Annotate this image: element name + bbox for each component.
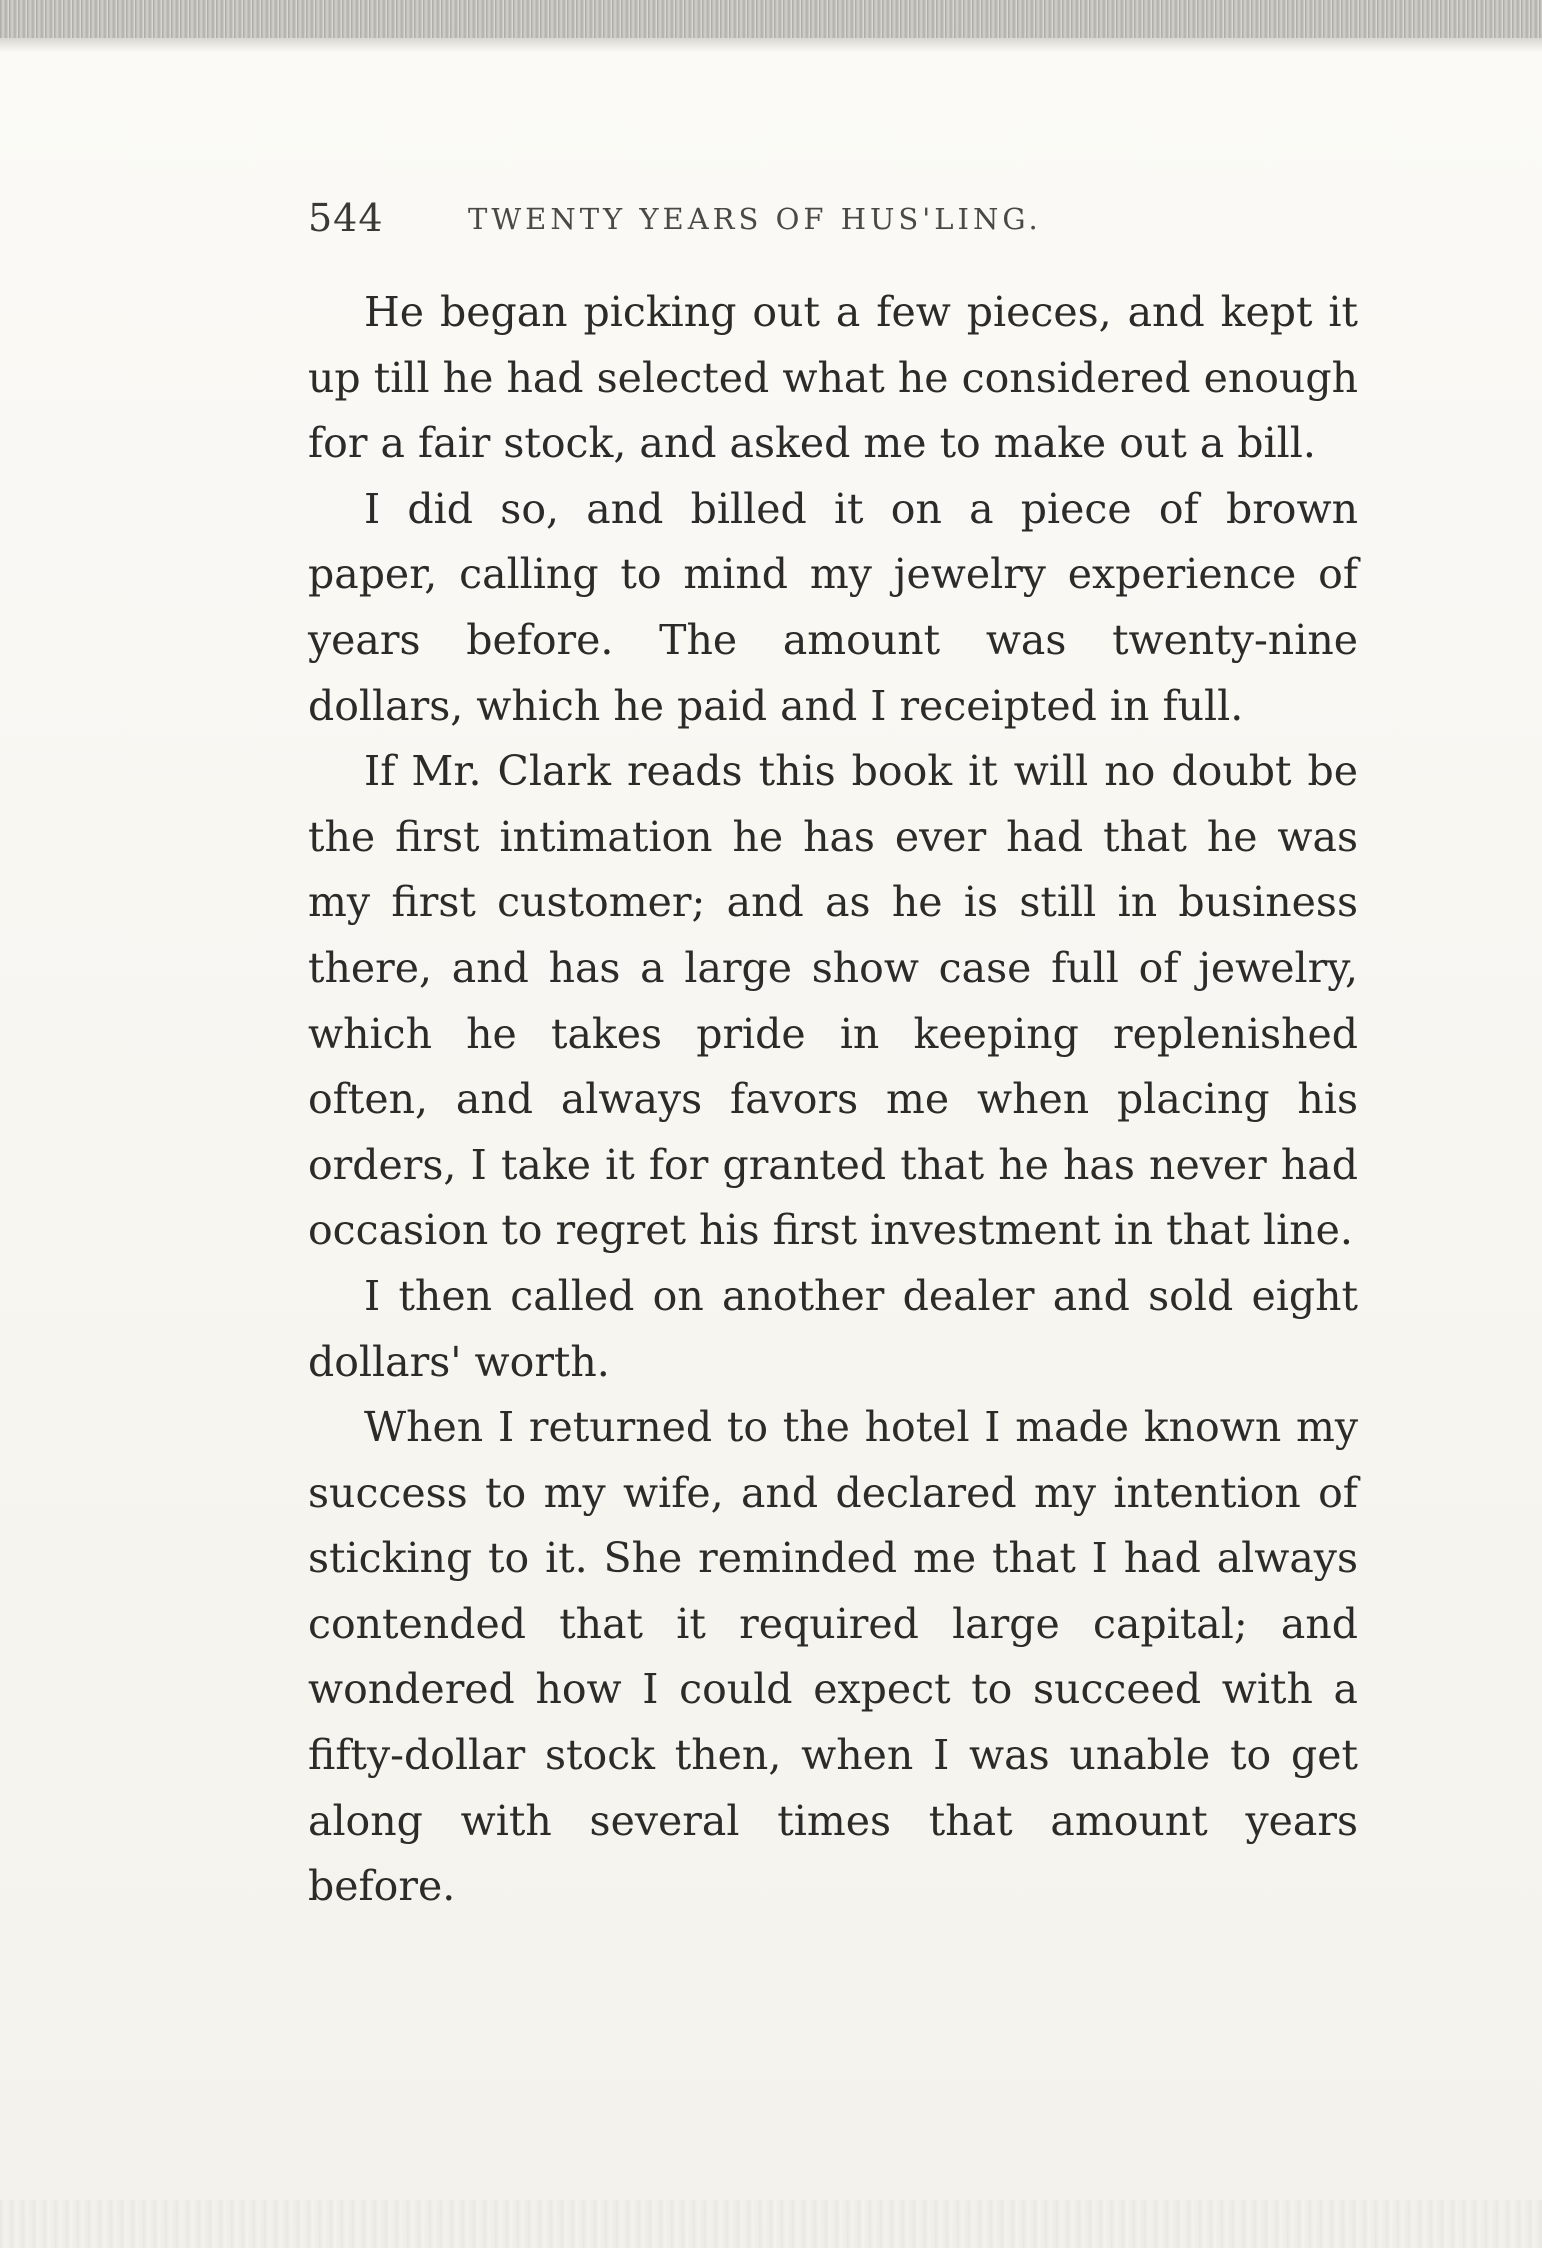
paragraph-1: He began picking out a few pieces, and kept it up till he had selected what he considered enough for a fair stock, and asked me to make out a bill. [308,288,1358,468]
page-number: 544 [308,196,384,240]
running-head [308,196,1358,248]
scan-top-shadow [0,38,1542,52]
body-text [308,280,1358,1920]
paragraph-5: When I returned to the hotel I made known my success to my wife, and declared my intention of sticking to it. She reminded me that I had always contended that it required large capital; and wondered how I could expect to succeed with a fifty-dollar stock then, when I was unable to get along with several times that amount years before. [308,1403,1358,1911]
paragraph-2: I did so, and billed it on a piece of brown paper, calling to mind my jewelry experience of years before. The amount was twenty-nine dollars, which he paid and I receipted in full. [308,484,1358,730]
paragraph-4: I then called on another dealer and sold eight dollars' worth. [308,1271,1358,1386]
scan-bottom-noise [0,2200,1542,2248]
scan-top-edge [0,0,1542,38]
paragraph-3: If Mr. Clark reads this book it will no doubt be the first intimation he has ever had that he was my first customer; and as he is still in business there, and has a large show case full of jewelry, which he takes pride in keeping replenished often, and always favors me when placing his orders, I take it for granted that he has never had occasion to regret his first investment in that line. [308,747,1358,1255]
running-title: TWENTY YEARS OF HUS'LING. [468,202,1042,236]
